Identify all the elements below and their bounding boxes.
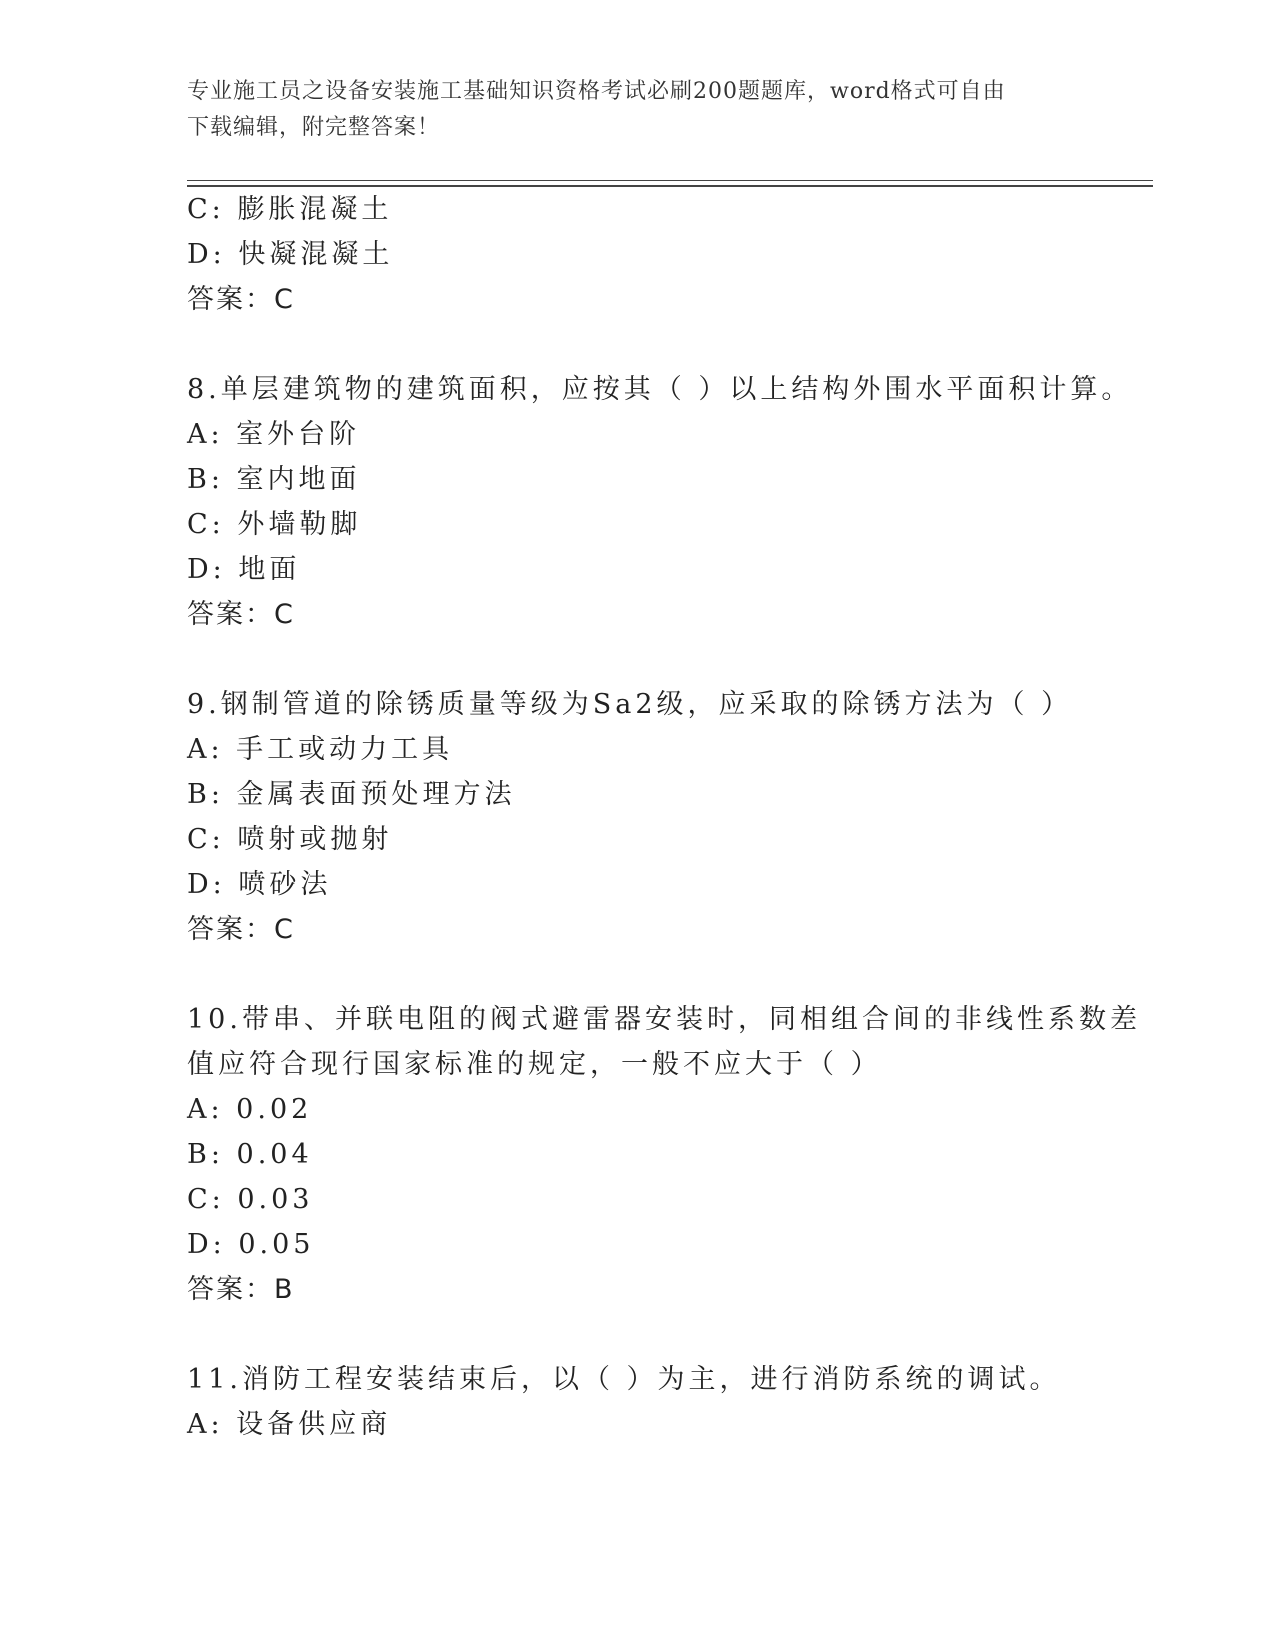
q10-option-d: D: 0.05 [187,1229,315,1260]
q10-option-a: A: 0.02 [187,1094,313,1125]
q10-option-b: B: 0.04 [187,1139,313,1170]
header-line-1: 专业施工员之设备安装施工基础知识资格考试必刷200题题库，word格式可自由 [187,79,1006,104]
document-header [187,74,1087,146]
q10-answer: 答案：B [187,1274,295,1305]
q9-option-a: A: 手工或动力工具 [187,734,454,765]
q9-option-c: C: 喷射或抛射 [187,824,393,855]
q11-option-a: A: 设备供应商 [187,1409,392,1440]
q7-answer: 答案：C [187,284,295,315]
q7-option-d: D: 快凝混凝土 [187,239,394,270]
q9-option-b: B: 金属表面预处理方法 [187,779,516,810]
q8-option-c: C: 外墙勒脚 [187,509,362,540]
header-divider-thick [187,185,1153,187]
q10-stem-line-2: 值应符合现行国家标准的规定，一般不应大于（ ） [187,1049,882,1080]
q8-option-b: B: 室内地面 [187,464,361,495]
header-line-2: 下载编辑，附完整答案！ [187,115,441,140]
q9-answer: 答案：C [187,914,295,945]
q9-stem: 9.钢制管道的除锈质量等级为Sa2级，应采取的除锈方法为（ ） [187,689,1073,720]
header-divider-thin [187,180,1153,181]
q9-option-d: D: 喷砂法 [187,869,332,900]
q10-option-c: C: 0.03 [187,1184,314,1215]
q8-answer: 答案：C [187,599,295,630]
q8-option-a: A: 室外台阶 [187,419,361,450]
q7-option-c: C: 膨胀混凝土 [187,194,393,225]
q8-option-d: D: 地面 [187,554,301,585]
q8-stem: 8.单层建筑物的建筑面积，应按其（ ）以上结构外围水平面积计算。 [187,374,1133,405]
q11-stem: 11.消防工程安装结束后，以（ ）为主，进行消防系统的调试。 [187,1364,1061,1395]
q10-stem-line-1: 10.带串、并联电阻的阀式避雷器安装时，同相组合间的非线性系数差 [187,1004,1141,1035]
